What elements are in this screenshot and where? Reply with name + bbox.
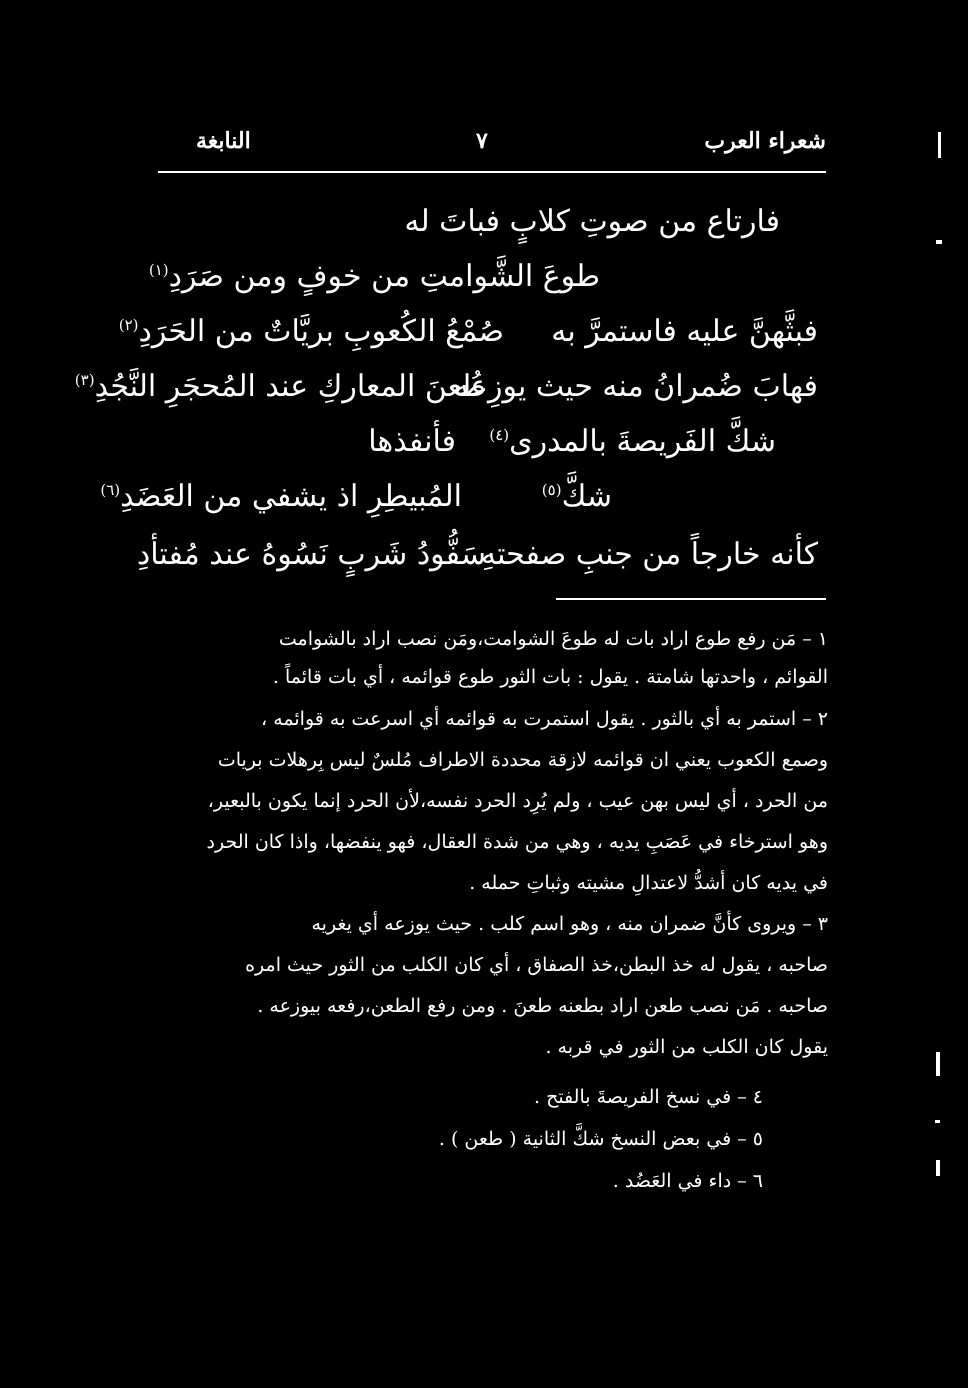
verse-3a [551,305,818,352]
header-rule [158,171,826,173]
page-number: ٧ [476,128,488,154]
header-poet-name: النابغة [196,128,251,154]
footnote-marker: (٢) [118,316,139,334]
verse-5a [489,415,776,462]
scan-edge-mark [935,1120,940,1123]
verse-1 [404,195,780,242]
footnote-line: في يديه كان أشدُّ لاعتدالِ مشيته وثباتِ حمله . [469,872,828,894]
verse-text: المُبيطِرِ اذ يشفي من العَضَدِ [120,479,462,514]
footnote-line: ٢ – استمر به أي بالثور . يقول استمرت به قوائمه أي اسرعت به قوائمه ، [261,708,828,730]
verse-6a [542,470,612,517]
footnote-marker: (٣) [74,371,95,389]
verse-text: فبثَّهنَّ عليه فاستمرَّ به [551,314,818,349]
verse-2 [149,250,600,297]
verse-4b [75,360,486,407]
verse-7b [137,528,486,575]
verse-3b [119,305,504,352]
verse-text: فهابَ ضُمرانُ منه حيث يوزِعُه [453,369,818,404]
footnote-line: ٥ – في بعض النسخ شكَّ الثانية ( طعن ) . [438,1128,763,1150]
verse-text: فأنفذها [368,424,456,459]
verse-text: طعنَ المعاركِ عند المُحجَرِ النَّجُدِ [94,369,486,404]
header-book-title: شعراء العرب [704,128,826,154]
footnotes-divider [556,598,826,600]
footnote-line: ٦ – داء في العَضُد . [612,1170,763,1192]
footnote-line: وهو استرخاء في عَصَبِ يديه ، وهي من شدة العقال، فهو ينفضها، واذا كان الحرد [206,831,828,853]
scan-edge-mark [938,132,941,158]
verse-6b [100,470,462,517]
footnote-line: يقول كان الكلب من الثور في قربه . [545,1036,828,1058]
footnote-marker: (٥) [541,481,562,499]
verse-text: شكَّ [561,479,612,514]
footnote-line: صاحبه ، يقول له خذ البطن،خذ الصفاق ، أي كان الكلب من الثور حيث امره [245,954,828,976]
footnote-line: صاحبه . مَن نصب طعن اراد بطعنه طعنَ . ومن رفع الطعن،رفعه بيوزعه . [257,995,828,1017]
footnote-line: وصمع الكعوب يعني ان قوائمه لازقة محددة الاطراف مُلسٌ ليس بِرهلات بريات [217,749,828,771]
verse-text: صُمْعُ الكُعوبِ بريَّاتٌ من الحَرَدِ [138,314,504,349]
verse-text: فارتاع من صوتِ كلابٍ فباتَ له [404,204,780,239]
footnote-marker: (١) [148,261,169,279]
verse-5b [368,415,456,462]
footnote-line: ٤ – في نسخ الفريصةَ بالفتح . [533,1086,763,1108]
scan-edge-mark [936,240,942,244]
footnote-line: ١ – مَن رفع طوع اراد بات له طوعَ الشوامت،ومَن نصب اراد بالشوامت [278,628,828,650]
footnote-line: ٣ – ويروى كأنَّ ضمران منه ، وهو اسم كلب . حيث يوزعه أي يغريه [311,913,828,935]
footnote-marker: (٦) [100,481,121,499]
scan-edge-mark [936,1052,940,1076]
footnote-marker: (٤) [489,426,510,444]
footnote-line: من الحرد ، أي ليس بهن عيب ، ولم يُرِد الحرد نفسه،لأن الحرد إنما يكون بالبعير، [207,790,828,812]
verse-text: شكَّ الفَريصةَ بالمدرى [509,424,776,459]
scan-edge-mark [936,1160,940,1176]
verse-4a [454,360,818,407]
verse-text: سَفُّودُ شَربٍ نَسُوهُ عند مُفتأدِ [136,537,486,572]
verse-7a [481,528,818,575]
verse-text: طوعَ الشَّوامتِ من خوفٍ ومن صَرَدِ [168,259,600,294]
page-header [158,128,826,168]
footnote-line: القوائم ، واحدتها شامتة . يقول : بات الثور طوع قوائمه ، أي بات قائماً . [272,666,828,688]
verse-text: كأنه خارجاً من جنبِ صفحتهِ [481,537,818,572]
